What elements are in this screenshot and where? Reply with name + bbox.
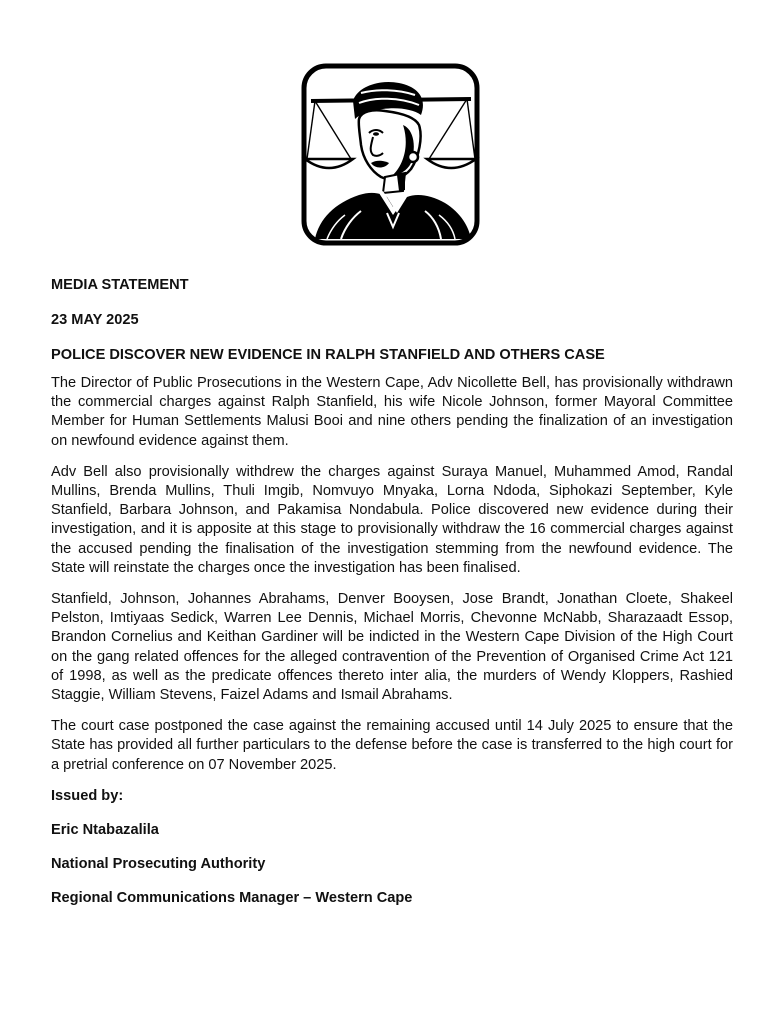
signatory-name: Eric Ntabazalila xyxy=(51,821,159,838)
statement-title: POLICE DISCOVER NEW EVIDENCE IN RALPH STANFIELD AND OTHERS CASE xyxy=(51,347,605,363)
statement-date: 23 MAY 2025 xyxy=(51,312,139,328)
paragraph: Adv Bell also provisionally withdrew the charges against Suraya Manuel, Muhammed Amod, Randal Mullins, Brenda Mullins, Thuli Imgib, Nomvuyo Mnyaka, Lorna Ndoda, Siphokazi September, Kyle Stanfield, Barbara Johnson, and Pakamisa Nondabula. Police discovered new evidence during their investigation, and it is apposite at this stage to provisionally withdraw the 16 commercial charges against the accused pending the finalisation of the investigation stemming from the newfound evidence. The State will reinstate the charges once the investigation has been finalised. xyxy=(51,463,733,576)
statement-body xyxy=(51,276,733,923)
paragraph: Stanfield, Johnson, Johannes Abrahams, Denver Booysen, Jose Brandt, Jonathan Cloete, Shakeel Pelston, Imtiyaas Sedick, Warren Lee Dennis, Michael Morris, Chevonne McNabb, Sharazaadt Essop, Brandon Cornelius and Keithan Gardiner will be indicted in the Western Cape Division of the High Court on the gang related offences for the alleged contravention of the Prevention of Organised Crime Act 121 of 1998, as well as the predicate offences thereto inter alia, the murders of Wendy Kloppers, Rashied Staggie, William Stevens, Faizel Adams and Ismail Abrahams. xyxy=(51,591,733,704)
signatory-role: Regional Communications Manager – Western Cape xyxy=(51,889,413,906)
scales-of-justice-woman-logo-icon xyxy=(301,63,480,246)
paragraph: The Director of Public Prosecutions in the Western Cape, Adv Nicollette Bell, has provisionally withdrawn the commercial charges against Ralph Stanfield, his wife Nicole Johnson, former Mayoral Committee Member for Human Settlements Malusi Booi and nine others pending the finalization of an investigation on newfound evidence against them. xyxy=(51,375,733,449)
paragraph: The court case postponed the case against the remaining accused until 14 July 2025 to ensure that the State has provided all further particulars to the defense before the case is transferred to the high court for a pretrial conference on 07 November 2025. xyxy=(51,718,733,773)
issued-by-label: Issued by: xyxy=(51,787,124,804)
statement-type-label: MEDIA STATEMENT xyxy=(51,277,189,293)
signatory-organization: National Prosecuting Authority xyxy=(51,855,266,872)
